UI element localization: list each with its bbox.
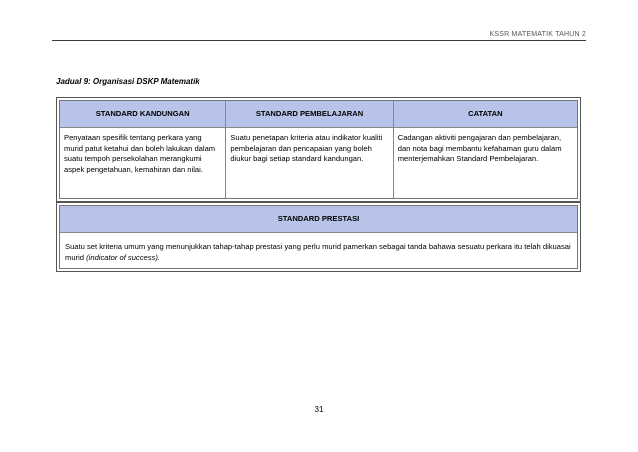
table-caption: Jadual 9: Organisasi DSKP Matematik bbox=[56, 77, 200, 86]
standard-prestasi-italic: (indicator of success). bbox=[86, 252, 160, 262]
dskp-structure-table bbox=[56, 97, 581, 202]
standard-prestasi-table bbox=[56, 202, 581, 272]
header-standard-prestasi: STANDARD PRESTASI bbox=[60, 206, 577, 232]
cell-catatan: Cadangan aktiviti pengajaran dan pembelajaran, dan nota bagi membantu kefahaman guru dalam menterjemahkan Standard Pembelajaran. bbox=[394, 127, 577, 198]
table-header-row bbox=[60, 101, 577, 127]
table-body-row bbox=[60, 127, 577, 198]
running-header: KSSR MATEMATIK TAHUN 2 bbox=[489, 31, 586, 38]
header-standard-kandungan: STANDARD KANDUNGAN bbox=[60, 101, 226, 127]
cell-standard-kandungan: Penyataan spesifik tentang perkara yang murid patut ketahui dan boleh lakukan dalam suatu tempoh persekolahan merangkumi aspek pengetahuan, kemahiran dan nilai. bbox=[60, 127, 226, 198]
cell-standard-prestasi bbox=[60, 232, 577, 268]
cell-standard-pembelajaran: Suatu penetapan kriteria atau indikator kualiti pembelajaran dan pencapaian yang boleh diukur bagi setiap standard kandungan. bbox=[226, 127, 393, 198]
page-number: 31 bbox=[314, 405, 324, 414]
header-catatan: CATATAN bbox=[394, 101, 577, 127]
header-rule bbox=[52, 40, 586, 41]
standard-prestasi-text: Suatu set kriteria umum yang menunjukkan tahap-tahap prestasi yang perlu murid pamerkan sebagai tanda bahawa sesuatu perkara itu telah dikuasai murid bbox=[65, 242, 571, 262]
header-standard-pembelajaran: STANDARD PEMBELAJARAN bbox=[226, 101, 393, 127]
